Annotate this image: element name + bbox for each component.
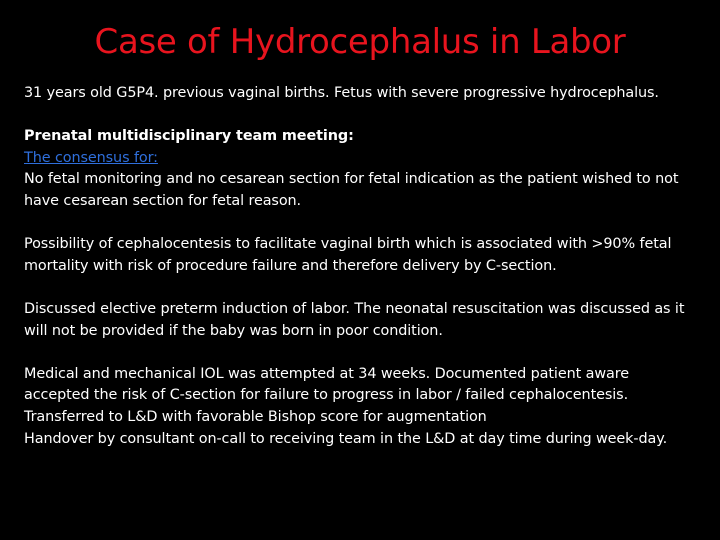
slide-title: Case of Hydrocephalus in Labor bbox=[94, 22, 626, 62]
induction-paragraph bbox=[24, 299, 706, 342]
consensus-link[interactable]: The consensus for: bbox=[24, 149, 158, 166]
cephalocentesis-line: mortality with risk of procedure failure and therefore delivery by C-section. bbox=[24, 257, 557, 274]
iol-paragraph bbox=[24, 364, 706, 450]
meeting-heading: Prenatal multidisciplinary team meeting: bbox=[24, 128, 354, 145]
iol-line: Medical and mechanical IOL was attempted at 34 weeks. Documented patient aware bbox=[24, 365, 629, 382]
intro-paragraph bbox=[24, 83, 706, 105]
induction-line: Discussed elective preterm induction of labor. The neonatal resuscitation was discussed as it bbox=[24, 300, 685, 317]
intro-text: 31 years old G5P4. previous vaginal births. Fetus with severe progressive hydrocephalus. bbox=[24, 85, 659, 101]
iol-line: accepted the risk of C-section for failure to progress in labor / failed cephalocentesis. bbox=[24, 387, 629, 404]
consensus-line: No fetal monitoring and no cesarean section for fetal indication as the patient wished to not bbox=[24, 171, 679, 188]
induction-line: will not be provided if the baby was born in poor condition. bbox=[24, 322, 443, 339]
iol-line: Handover by consultant on-call to receiving team in the L&D at day time during week-day. bbox=[24, 430, 668, 447]
iol-line: Transferred to L&D with favorable Bishop score for augmentation bbox=[24, 408, 487, 425]
meeting-paragraph bbox=[24, 126, 706, 212]
cephalocentesis-paragraph bbox=[24, 234, 706, 277]
slide-body bbox=[24, 83, 706, 472]
cephalocentesis-line: Possibility of cephalocentesis to facilitate vaginal birth which is associated with >90% fetal bbox=[24, 236, 672, 253]
consensus-line: have cesarean section for fetal reason. bbox=[24, 192, 302, 209]
